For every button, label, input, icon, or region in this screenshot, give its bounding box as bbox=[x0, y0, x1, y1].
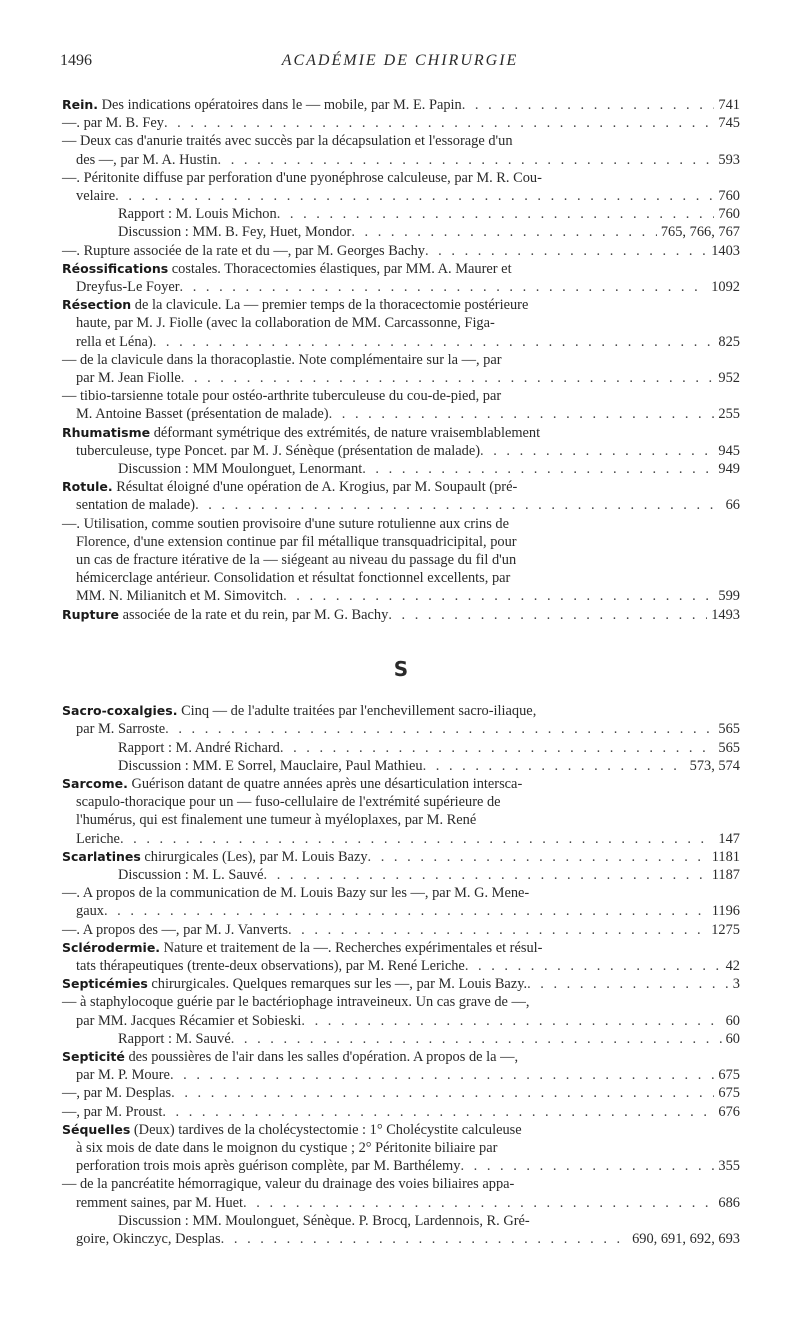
index-line bbox=[62, 975, 740, 993]
dot-leader bbox=[164, 114, 714, 132]
index-line bbox=[62, 1084, 740, 1102]
index-text: velaire bbox=[76, 188, 116, 205]
dot-leader bbox=[277, 205, 715, 223]
page-reference: 66 bbox=[725, 497, 740, 514]
dot-leader bbox=[329, 405, 715, 423]
index-text: Guérison datant de quatre années après une désarticulation intersca- bbox=[127, 775, 523, 792]
dot-leader bbox=[425, 242, 707, 260]
dot-leader bbox=[480, 442, 714, 460]
index-text: Discussion : M. L. Sauvé bbox=[118, 866, 264, 883]
index-line bbox=[62, 1212, 740, 1230]
index-line bbox=[62, 1157, 740, 1175]
page-reference: 675 bbox=[718, 1085, 740, 1102]
index-text: Discussion : MM. B. Fey, Huet, Mondor bbox=[118, 224, 352, 241]
index-line bbox=[62, 296, 740, 314]
page-reference: 760 bbox=[718, 188, 740, 205]
dot-leader bbox=[171, 1084, 714, 1102]
page-reference: 1403 bbox=[711, 242, 740, 259]
index-line bbox=[62, 720, 740, 738]
dot-leader bbox=[288, 921, 707, 939]
page-reference: 355 bbox=[718, 1158, 740, 1175]
dot-leader bbox=[231, 1030, 722, 1048]
dot-leader bbox=[460, 1157, 714, 1175]
index-text: —. A propos de la communication de M. Louis Bazy sur les —, par M. G. Mene- bbox=[62, 885, 530, 902]
index-text: à six mois de date dans le moignon du cystique ; 2° Péritonite biliaire par bbox=[76, 1139, 498, 1156]
index-text: —, par M. Desplas bbox=[62, 1085, 172, 1102]
index-text: haute, par M. J. Fiolle (avec la collaboration de MM. Carcassonne, Figa- bbox=[76, 315, 495, 332]
page-reference: 675 bbox=[718, 1067, 740, 1084]
dot-leader bbox=[195, 496, 722, 514]
dot-leader bbox=[527, 975, 729, 993]
index-line bbox=[62, 1139, 740, 1157]
page-reference: 147 bbox=[718, 830, 740, 847]
index-line bbox=[62, 957, 740, 975]
dot-leader bbox=[243, 1194, 714, 1212]
page-reference: 42 bbox=[725, 957, 740, 974]
index-text: Florence, d'une extension continue par fil métallique transquadricipital, pour bbox=[76, 533, 517, 550]
index-line bbox=[62, 884, 740, 902]
page-reference: 745 bbox=[718, 115, 740, 132]
page-reference: 1187 bbox=[711, 866, 740, 883]
index-line bbox=[62, 569, 740, 587]
page-reference: 952 bbox=[718, 370, 740, 387]
index-text: par M. Jean Fiolle bbox=[76, 370, 181, 387]
index-text: Rapport : M. André Richard bbox=[118, 739, 280, 756]
index-line bbox=[62, 866, 740, 884]
index-line bbox=[62, 902, 740, 920]
index-line bbox=[62, 793, 740, 811]
index-line bbox=[62, 1175, 740, 1193]
index-text: sentation de malade) bbox=[76, 497, 196, 514]
page-reference: 1275 bbox=[711, 921, 740, 938]
index-text: de la clavicule. La — premier temps de la thoracectomie postérieure bbox=[131, 297, 529, 314]
page-number: 1496 bbox=[60, 52, 92, 69]
index-line bbox=[62, 1230, 740, 1248]
index-headword: Rotule. bbox=[62, 479, 113, 495]
index-line bbox=[62, 587, 740, 605]
page-reference: 593 bbox=[718, 151, 740, 168]
index-text: Discussion : MM Moulonguet, Lenormant bbox=[118, 461, 363, 478]
index-text: —. Utilisation, comme soutien provisoire d'une suture rotulienne aux crins de bbox=[62, 515, 510, 532]
index-line bbox=[62, 1121, 740, 1139]
index-headword: Rupture bbox=[62, 606, 119, 622]
page-reference: 573, 574 bbox=[689, 757, 740, 774]
index-text: Dreyfus-Le Foyer bbox=[76, 279, 180, 296]
index-text: Leriche bbox=[76, 830, 120, 847]
index-line bbox=[62, 333, 740, 351]
index-line bbox=[62, 96, 740, 114]
page-reference: 599 bbox=[718, 588, 740, 605]
index-line bbox=[62, 757, 740, 775]
index-text: tuberculeuse, type Poncet. par M. J. Sénèque (présentation de malade) bbox=[76, 442, 480, 459]
index-line bbox=[62, 369, 740, 387]
index-text: MM. N. Milianitch et M. Simovitch bbox=[76, 588, 284, 605]
page-reference: 760 bbox=[718, 206, 740, 223]
index-line bbox=[62, 387, 740, 405]
index-text: gaux bbox=[76, 903, 104, 920]
index-line bbox=[62, 533, 740, 551]
dot-leader bbox=[423, 757, 686, 775]
index-line bbox=[62, 242, 740, 260]
index-text: chirurgicales (Les), par M. Louis Bazy bbox=[140, 848, 368, 865]
index-headword: Sarcome. bbox=[62, 775, 128, 791]
dot-leader bbox=[181, 369, 715, 387]
index-line bbox=[62, 405, 740, 423]
index-text: par M. P. Moure bbox=[76, 1067, 170, 1084]
index-text: par M. Sarroste bbox=[76, 721, 166, 738]
index-line bbox=[62, 1066, 740, 1084]
index-line bbox=[62, 205, 740, 223]
page-reference: 60 bbox=[725, 1012, 740, 1029]
index-line bbox=[62, 739, 740, 757]
index-text: déformant symétrique des extrémités, de nature vraisemblablement bbox=[150, 424, 541, 441]
page-reference: 765, 766, 767 bbox=[660, 224, 740, 241]
index-line bbox=[62, 606, 740, 624]
index-line bbox=[62, 515, 740, 533]
index-line bbox=[62, 993, 740, 1011]
index-text: scapulo-thoracique pour un — fuso-cellulaire de l'extrémité supérieure de bbox=[76, 794, 501, 811]
dot-leader bbox=[115, 187, 714, 205]
index-text: —. Rupture associée de la rate et du —, par M. Georges Bachy bbox=[62, 242, 425, 259]
dot-leader bbox=[120, 830, 714, 848]
index-text: par MM. Jacques Récamier et Sobieski bbox=[76, 1012, 302, 1029]
page-reference: 741 bbox=[718, 97, 740, 113]
dot-leader bbox=[162, 1103, 714, 1121]
index-line bbox=[62, 1012, 740, 1030]
index-line bbox=[62, 848, 740, 866]
index-line bbox=[62, 775, 740, 793]
page-reference: 690, 691, 692, 693 bbox=[632, 1230, 740, 1247]
running-title: ACADÉMIE DE CHIRURGIE bbox=[281, 52, 519, 69]
index-line bbox=[62, 442, 740, 460]
index-text: Cinq — de l'adulte traitées par l'enchevillement sacro-iliaque, bbox=[177, 703, 537, 720]
index-text: Discussion : MM. Moulonguet, Sénèque. P. Brocq, Lardennois, R. Gré- bbox=[118, 1212, 530, 1229]
index-text: — Deux cas d'anurie traités avec succès par la décapsulation et l'essorage d'un bbox=[62, 133, 513, 150]
section-r-entries bbox=[62, 96, 740, 624]
index-line bbox=[62, 114, 740, 132]
index-line bbox=[62, 151, 740, 169]
index-line bbox=[62, 1030, 740, 1048]
index-headword: Rein. bbox=[62, 97, 99, 112]
index-text: hémicerclage antérieur. Consolidation et résultat fonctionnel excellents, par bbox=[76, 570, 511, 587]
index-line bbox=[62, 132, 740, 150]
index-text: — de la pancréatite hémorragique, valeur du drainage des voies biliaires appa- bbox=[62, 1176, 515, 1193]
page-reference: 3 bbox=[732, 976, 740, 993]
index-headword: Septicité bbox=[62, 1048, 125, 1064]
page-reference: 945 bbox=[718, 442, 740, 459]
index-line bbox=[62, 314, 740, 332]
index-headword: Sclérodermie. bbox=[62, 939, 161, 955]
index-headword: Séquelles bbox=[62, 1121, 131, 1137]
index-headword: Septicémies bbox=[62, 976, 148, 992]
index-line bbox=[62, 702, 740, 720]
index-line bbox=[62, 260, 740, 278]
index-line bbox=[62, 1103, 740, 1121]
index-text: costales. Thoracectomies élastiques, par MM. A. Maurer et bbox=[168, 260, 512, 277]
index-text: — tibio-tarsienne totale pour ostéo-arthrite tuberculeuse du cou-de-pied, par bbox=[62, 388, 502, 405]
dot-leader bbox=[221, 1230, 628, 1248]
index-headword: Résection bbox=[62, 297, 132, 313]
page-header bbox=[60, 52, 740, 76]
index-line bbox=[62, 351, 740, 369]
page-reference: 1196 bbox=[711, 903, 740, 920]
index-text: perforation trois mois après guérison complète, par M. Barthélemy bbox=[76, 1158, 461, 1175]
index-text: des poussières de l'air dans les salles d'opération. A propos de la —, bbox=[124, 1048, 519, 1065]
index-text: Des indications opératoires dans le — mobile, par M. E. Papin bbox=[98, 97, 462, 113]
page-reference: 255 bbox=[718, 406, 740, 423]
dot-leader bbox=[368, 848, 708, 866]
index-line bbox=[62, 460, 740, 478]
dot-leader bbox=[104, 902, 708, 920]
index-text: Rapport : M. Louis Michon bbox=[118, 206, 277, 223]
dot-leader bbox=[351, 223, 657, 241]
index-text: Nature et traitement de la —. Recherches expérimentales et résul- bbox=[160, 939, 543, 956]
dot-leader bbox=[465, 957, 722, 975]
dot-leader bbox=[264, 866, 708, 884]
index-text: goire, Okinczyc, Desplas bbox=[76, 1230, 221, 1247]
index-text: M. Antoine Basset (présentation de malade) bbox=[76, 406, 329, 423]
index-text: —. A propos des —, par M. J. Vanverts bbox=[62, 921, 288, 938]
dot-leader bbox=[218, 151, 715, 169]
page-reference: 565 bbox=[718, 721, 740, 738]
dot-leader bbox=[283, 587, 714, 605]
index-headword: Réossifications bbox=[62, 260, 169, 276]
index-line bbox=[62, 1048, 740, 1066]
index-line bbox=[62, 830, 740, 848]
index-text: des —, par M. A. Hustin bbox=[76, 151, 218, 168]
index-text: Résultat éloigné d'une opération de A. Krogius, par M. Soupault (pré- bbox=[112, 479, 518, 496]
index-text: l'humérus, qui est finalement une tumeur à myéloplaxes, par M. René bbox=[76, 812, 477, 829]
index-line bbox=[62, 278, 740, 296]
page-reference: 60 bbox=[725, 1030, 740, 1047]
dot-leader bbox=[301, 1012, 721, 1030]
dot-leader bbox=[388, 606, 707, 624]
dot-leader bbox=[153, 333, 715, 351]
page-reference: 1181 bbox=[711, 848, 740, 865]
page-reference: 825 bbox=[718, 333, 740, 350]
page-reference: 676 bbox=[718, 1103, 740, 1120]
index-line bbox=[62, 424, 740, 442]
index-headword: Rhumatisme bbox=[62, 424, 151, 440]
index-line bbox=[62, 496, 740, 514]
section-s-entries bbox=[62, 702, 740, 1248]
index-line bbox=[62, 939, 740, 957]
dot-leader bbox=[462, 96, 715, 114]
index-text: —. Péritonite diffuse par perforation d'une pyonéphrose calculeuse, par M. R. Cou- bbox=[62, 169, 542, 186]
index-line bbox=[62, 811, 740, 829]
index-text: —. par M. B. Fey bbox=[62, 115, 164, 132]
index-headword: Sacro-coxalgies. bbox=[62, 703, 178, 719]
index-text: remment saines, par M. Huet bbox=[76, 1194, 244, 1211]
index-text: Discussion : MM. E Sorrel, Mauclaire, Paul Mathieu bbox=[118, 757, 423, 774]
index-line bbox=[62, 223, 740, 241]
index-body bbox=[62, 96, 740, 1248]
page-reference: 565 bbox=[718, 739, 740, 756]
section-letter-s: S bbox=[393, 656, 409, 681]
dot-leader bbox=[170, 1066, 714, 1084]
dot-leader bbox=[180, 278, 708, 296]
index-line bbox=[62, 478, 740, 496]
index-line bbox=[62, 187, 740, 205]
index-text: tats thérapeutiques (trente-deux observations), par M. René Leriche bbox=[76, 957, 465, 974]
page-reference: 949 bbox=[718, 461, 740, 478]
page-reference: 1493 bbox=[711, 606, 740, 623]
index-text: —, par M. Proust bbox=[62, 1103, 163, 1120]
index-line bbox=[62, 551, 740, 569]
index-text: — de la clavicule dans la thoracoplastie. Note complémentaire sur la —, par bbox=[62, 351, 502, 368]
index-line bbox=[62, 169, 740, 187]
page-reference: 686 bbox=[718, 1194, 740, 1211]
dot-leader bbox=[165, 720, 714, 738]
index-text: un cas de fracture itérative de la — siégeant au niveau du passage du fil d'un bbox=[76, 552, 517, 569]
index-text: Rapport : M. Sauvé bbox=[118, 1030, 231, 1047]
index-text: rella et Léna) bbox=[76, 333, 153, 350]
dot-leader bbox=[280, 739, 715, 757]
index-text: associée de la rate et du rein, par M. G. Bachy bbox=[119, 606, 389, 623]
index-text: chirurgicales. Quelques remarques sur les —, par M. Louis Bazy. bbox=[147, 976, 528, 993]
page-reference: 1092 bbox=[711, 279, 740, 296]
index-headword: Scarlatines bbox=[62, 848, 141, 864]
dot-leader bbox=[362, 460, 714, 478]
index-text: — à staphylocoque guérie par le bactériophage intraveineux. Un cas grave de —, bbox=[62, 994, 530, 1011]
index-line bbox=[62, 921, 740, 939]
index-text: (Deux) tardives de la cholécystectomie : 1° Cholécystite calculeuse bbox=[130, 1121, 522, 1138]
index-line bbox=[62, 1194, 740, 1212]
